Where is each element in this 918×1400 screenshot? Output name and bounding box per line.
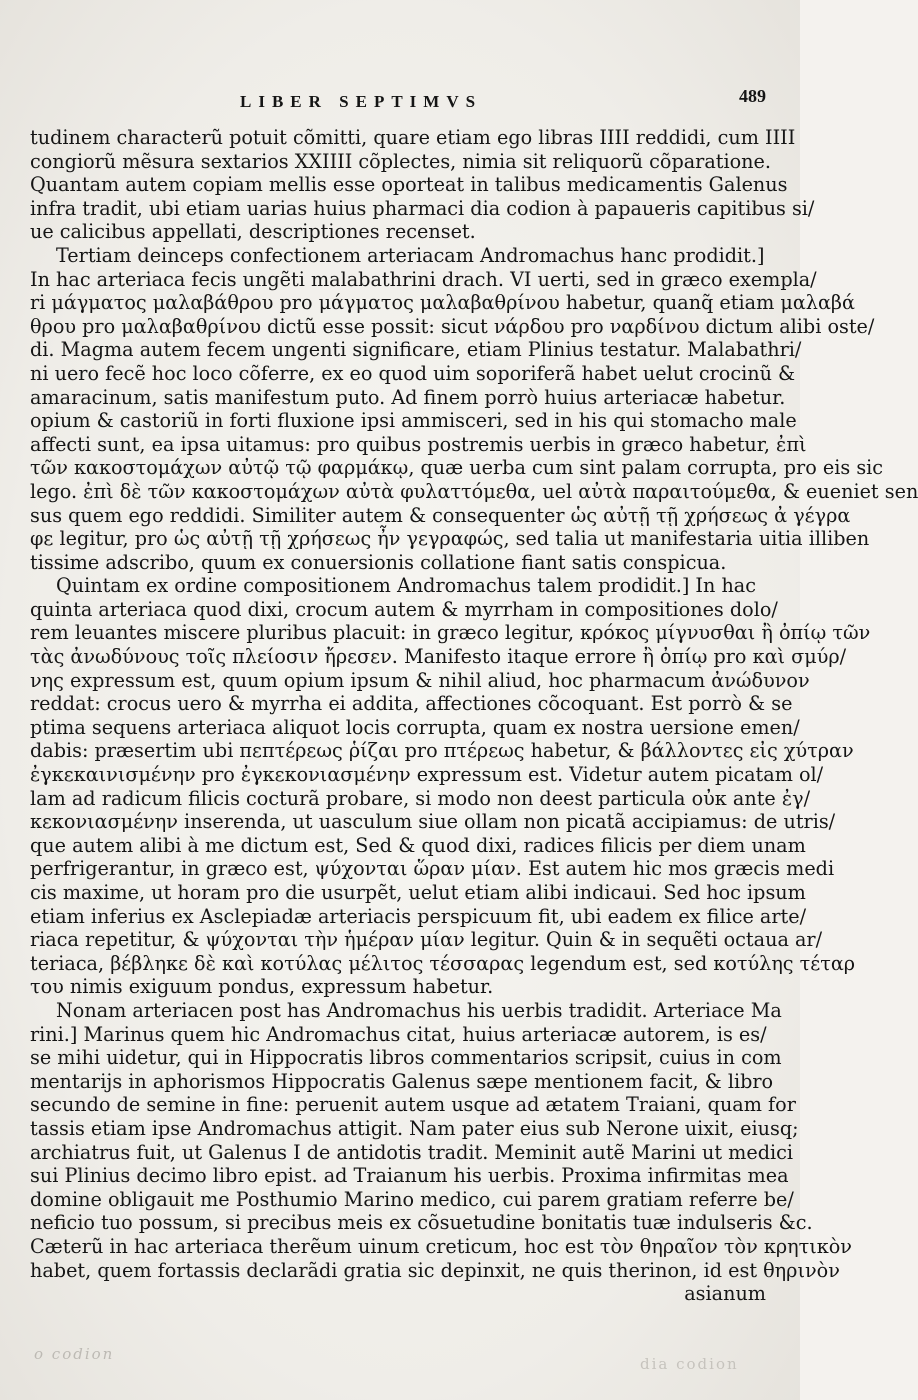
text-line: domine obligauit me Posthumio Marino medico, cui parem gratiam referre be/: [30, 1187, 794, 1211]
text-line: θρου pro μαλαβαθρίνου dictũ esse possit: sicut νάρδου pro ναρδίνου dictum alibi oste/: [30, 314, 875, 338]
text-line: etiam inferius ex Asclepiadæ arteriacis perspicuum fit, ubi eadem ex filice arte/: [30, 904, 807, 928]
text-line: In hac arteriaca fecis ungẽti malabathrini drach. VI uerti, sed in græco exempla/: [30, 267, 817, 291]
text-line: secundo de semine in fine: peruenit autem usque ad ætatem Traiani, quam for: [30, 1093, 796, 1117]
text-line: Nonam arteriacen post has Andromachus his uerbis tradidit. Arteriace Ma: [56, 998, 782, 1022]
show-through-text-right: dia codion: [640, 1355, 739, 1373]
body-text: [30, 126, 918, 1306]
text-line: rini.] Marinus quem hic Andromachus citat, huius arteriacæ autorem, is es/: [30, 1022, 767, 1046]
text-line: Cæterũ in hac arteriaca therẽum uinum creticum, hoc est τὸν θηραῖον τὸν κρητικὸν: [30, 1234, 852, 1258]
text-line: του nimis exiguum pondus, expressum habetur.: [30, 975, 494, 999]
running-title: LIBER SEPTIMVS: [240, 92, 483, 111]
running-head: [30, 86, 766, 120]
text-line: Quintam ex ordine compositionem Andromachus talem prodidit.] In hac: [56, 574, 756, 598]
text-line: quinta arteriaca quod dixi, crocum autem & myrrham in compositiones dolo/: [30, 597, 778, 621]
text-line: ri μάγματος μαλαβάθρου pro μάγματος μαλαβαθρίνου habetur, quanq̃ etiam μαλαβά: [30, 291, 855, 315]
text-line: ἐγκεκαινισμένην pro ἐγκεκονιασμένην expressum est. Videtur autem picatam ol/: [30, 763, 824, 787]
text-line: tissime adscribo, quum ex conuersionis collatione fiant satis conspicua.: [30, 550, 727, 574]
text-line: tassis etiam ipse Andromachus attigit. Nam pater eius sub Nerone uixit, eiusq;: [30, 1116, 799, 1140]
text-line: κεκονιασμένην inserenda, ut uasculum siue ollam non picatã accipiamus: de utris/: [30, 810, 836, 834]
text-line: di. Magma autem fecem ungenti significare, etiam Plinius testatur. Malabathri/: [30, 338, 802, 362]
text-line: reddat: crocus uero & myrrha ei addita, affectiones cõcoquant. Est porrò & se: [30, 692, 793, 716]
text-line: infra tradit, ubi etiam uarias huius pharmaci dia codion à papaueris capitibus si/: [30, 196, 815, 220]
text-line: archiatrus fuit, ut Galenus I de antidotis tradit. Meminit autẽ Marini ut medici: [30, 1140, 794, 1164]
text-line: sui Plinius decimo libro epist. ad Traianum his uerbis. Proxima infirmitas mea: [30, 1164, 789, 1188]
page-number: 489: [739, 86, 766, 106]
text-line: ue calicibus appellati, descriptiones recenset.: [30, 220, 476, 244]
text-line: affecti sunt, ea ipsa uitamus: pro quibus postremis uerbis in græco habetur, ἐπὶ: [30, 432, 807, 456]
text-line: sus quem ego reddidi. Similiter autem & consequenter ὡς αὐτῇ τῇ χρήσεως ἀ γέγρα: [30, 503, 851, 527]
text-line: ni uero fecẽ hoc loco cõferre, ex eo quod uim soporiferã habet uelut crocinũ &: [30, 361, 796, 385]
text-line: riaca repetitur, & ψύχονται τὴν ἡμέραν μίαν legitur. Quin & in sequẽti octaua ar/: [30, 928, 823, 952]
text-line: φε legitur, pro ὡς αὐτῇ τῇ χρήσεως ἦν γεγραφώς, sed talia ut manifestaria uitia illiben: [30, 527, 870, 551]
show-through-text-left: o codion: [34, 1345, 115, 1363]
text-line: amaracinum, satis manifestum puto. Ad finem porrò huius arteriacæ habetur.: [30, 385, 786, 409]
text-line: habet, quem fortassis declarãdi gratia sic depinxit, ne quis therinon, id est θηρινὸν: [30, 1258, 840, 1282]
text-line: Quantam autem copiam mellis esse oporteat in talibus medicamentis Galenus: [30, 173, 788, 197]
text-line: cis maxime, ut horam pro die usurpẽt, uelut etiam alibi indicaui. Sed hoc ipsum: [30, 881, 806, 904]
text-line: τὰς ἀνωδύνους τοῖς πλείοσιν ἤρεσεν. Manifesto itaque errore ἢ ὀπίῳ pro καὶ σμύρ/: [30, 645, 847, 669]
text-line: rem leuantes miscere pluribus placuit: in græco legitur, κρόκος μίγνυσθαι ἢ ὀπίῳ τῶν: [30, 621, 871, 645]
text-line: teriaca, βέβληκε δὲ καὶ κοτύλας μέλιτος τέσσαρας legendum est, sed κοτύλης τέταρ: [30, 951, 856, 975]
text-line: νης expressum est, quum opium ipsum & nihil aliud, hoc pharmacum ἀνώδυνον: [30, 668, 810, 692]
text-line: tudinem characterũ potuit cõmitti, quare etiam ego libras IIII reddidi, cum IIII: [30, 126, 796, 149]
text-line: opium & castoriũ in forti fluxione ipsi ammisceri, sed in his qui stomacho male: [30, 409, 797, 433]
text-line: τῶν κακοστομάχων αὐτῷ τῷ φαρμάκῳ, quæ uerba cum sint palam corrupta, pro eis sic: [30, 456, 884, 480]
text-line: se mihi uidetur, qui in Hippocratis libros commentarios scripsit, cuius in com: [30, 1046, 782, 1070]
text-line: dabis: præsertim ubi πεπτέρεως ῥίζαι pro πτέρεως habetur, & βάλλοντες εἰς χύτραν: [30, 739, 854, 763]
text-line: que autem alibi à me dictum est, Sed & quod dixi, radices filicis per diem unam: [30, 833, 806, 857]
text-line: lam ad radicum filicis cocturã probare, si modo non deest particula οὐκ ante ἐγ/: [30, 786, 811, 810]
text-line: ptima sequens arteriaca aliquot locis corrupta, quam ex nostra uersione emen/: [30, 715, 800, 739]
text-line: congiorũ mẽsura sextarios XXIIII cõplectes, nimia sit reliquorũ cõparatione.: [30, 149, 771, 173]
text-line: mentarijs in aphorismos Hippocratis Galenus sæpe mentionem facit, & libro: [30, 1069, 774, 1093]
text-line: perfrigerantur, in græco est, ψύχονται ὥραν μίαν. Est autem hic mos græcis medi: [30, 857, 835, 881]
text-line: Tertiam deinceps confectionem arteriacam Andromachus hanc prodidit.]: [56, 243, 765, 267]
text-line: neficio tuo possum, si precibus meis ex cõsuetudine bonitatis tuæ indulseris &c.: [30, 1211, 813, 1235]
text-line: asianum: [684, 1282, 766, 1306]
text-line: lego. ἐπὶ δὲ τῶν κακοστομάχων αὐτὰ φυλαττόμεθα, uel αὐτὰ παραιτούμεθα, & eueniet sen: [30, 479, 918, 503]
